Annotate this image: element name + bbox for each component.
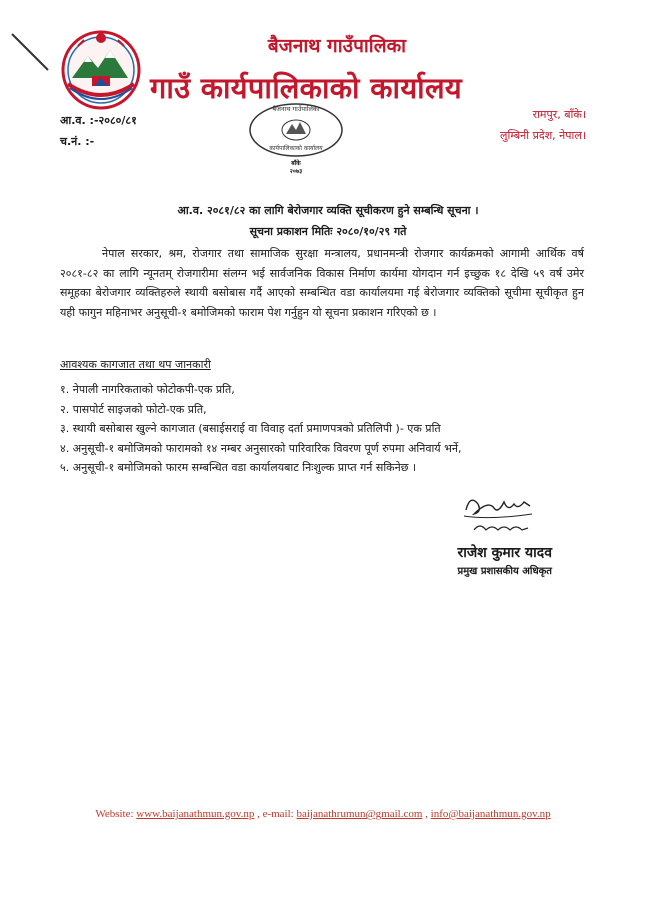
svg-text:कार्यपालिकाको कार्यालय: कार्यपालिकाको कार्यालय <box>269 145 323 152</box>
seal-place: बाँके <box>291 160 301 167</box>
list-item: ३. स्थायी बसोबास खुल्ने कागजात (बसाईसराई वा विवाह दर्ता प्रमाणपत्रको प्रतिलिपी )- एक प्रति <box>60 422 441 436</box>
email-link-2[interactable]: info@baijanathmun.gov.np <box>430 808 551 820</box>
website-link[interactable]: www.baijanathmun.gov.np <box>136 808 255 820</box>
address-line-2: लुम्बिनी प्रदेश, नेपाल। <box>499 129 586 142</box>
website-label: Website: <box>95 808 134 820</box>
list-item: ५. अनुसूची-१ बमोजिमको फारम सम्बन्धित वडा कार्यालयबाट निःशुल्क प्राप्त गर्न सकिनेछ । <box>60 461 417 475</box>
list-item: १. नेपाली नागरिकताको फोटोकपी-एक प्रति, <box>60 383 235 396</box>
office-title: गाउँ कार्यपालिकाको कार्यालय <box>150 71 463 105</box>
requirements-list <box>60 380 600 478</box>
handwritten-signature <box>460 490 540 542</box>
municipality-title: बैजनाथ गाउँपालिका <box>267 35 407 57</box>
requirements-heading: आवश्यक कागजात तथा थप जानकारी <box>60 358 211 371</box>
seal-year: २०७३ <box>289 168 303 175</box>
notice-body: नेपाल सरकार, श्रम, रोजगार तथा सामाजिक सुरक्षा मन्त्रालय, प्रधानमन्त्री रोजगार कार्यक्रमको आगामी आर्थिक वर्ष २०८१-८२ का लागि न्यूनतम् रोजगारीमा संलग्न भई सार्वजनिक विकास निर्माण कार्यमा योगदान गर्न इच्छुक १८ देखि ५९ वर्ष उमेर समूहका बेरोजगार व्यक्तिहरुले स्थायी बसोबास गर्दै आएको सम्बन्धित वडा कार्यालयमा गई बेरोजगार व्यक्तिको सूचीमा सूचीकृत हुन यही फागुन महिनाभर अनुसूची-१ बमोजिमको फाराम पेश गर्नुहुन यो सूचना प्रकाशन गरिएको छ । <box>60 247 584 319</box>
signatory-name: राजेश कुमार यादव <box>457 545 552 561</box>
svg-text:बैजनाथ गाउँपालिका: बैजनाथ गाउँपालिका <box>272 105 320 113</box>
notice-subject: आ.व. २०८१/८२ का लागि बेरोजगार व्यक्ति सूचीकरण हुने सम्बन्धि सूचना । <box>177 204 479 217</box>
publication-date: सूचना प्रकाशन मितिः २०८०/१०/२९ गते <box>249 225 407 238</box>
list-item: २. पासपोर्ट साइजको फोटो-एक प्रति, <box>60 402 207 416</box>
signatory-title: प्रमुख प्रशासकीय अधिकृत <box>457 566 552 577</box>
footer-contact <box>0 808 646 820</box>
footer-separator: , <box>425 808 428 820</box>
address-line-1: रामपुर, बाँके। <box>532 108 586 121</box>
fiscal-year-label: आ.व. :-२०८०/८१ <box>60 114 137 127</box>
seal-place-year <box>256 160 336 176</box>
list-item: ४. अनुसूची-१ बमोजिमको फारामको १४ नम्बर अनुसारको पारिवारिक विवरण पूर्ण रुपमा अनिवार्य भर्ने, <box>60 441 462 455</box>
reference-number-label: च.नं. :- <box>60 135 95 148</box>
email-label: , e-mail: <box>257 808 294 820</box>
email-link-1[interactable]: baijanathrumun@gmail.com <box>296 808 423 820</box>
